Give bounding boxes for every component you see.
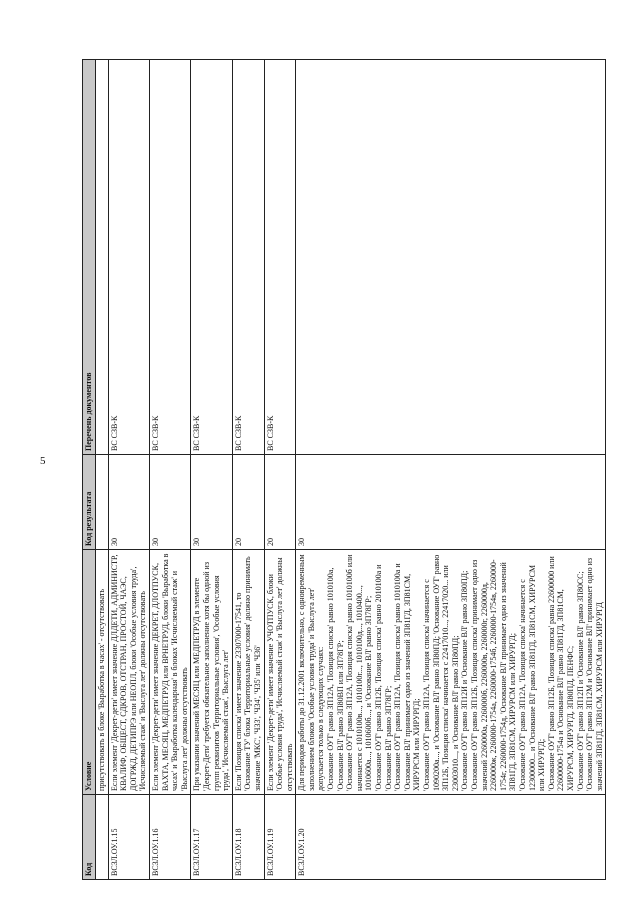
condition-line: 'Основание ОУТ' равно ЗП12А, 'Позиция списка' равно 1010100б или начинается с 1010100в..., 1010100г..., 1010100д..., 1010400..., 1010600а..., 1010600б..., и 'Основание ВЛ' равно ЗП78ГР; <box>345 554 374 791</box>
cell-code: ВСЗЛ.ОУ.1.19 <box>264 795 296 880</box>
table-row <box>296 60 606 880</box>
cell-code: ВСЗЛ.ОУ.1.20 <box>296 795 606 880</box>
cell-docs: ВС СЗВ-К <box>264 60 296 455</box>
cell-condition: Если элемент 'Декрет-дети' имеет значение УЧОТПУСК, блоки 'Особые условия труда', 'Исчисляемый стаж' и 'Выслуга лет' должны отсутствовать <box>264 550 296 795</box>
cell-condition: При указании значений МЕСЯЦ или МЕДПЕТРУД в элементе 'Декрет-Дети' требуется обязательное заполнение хотя бы одной из групп реквизитов 'Территориальные условия', 'Особые условия труда', 'Исчисляемый стаж', 'Выслуга лет' <box>191 550 232 795</box>
cell-condition: присутствовать в блоке 'Выработка в часах' - отсутствовать <box>96 550 109 795</box>
condition-line: Для периодов работы до 31.12.2001 включительно, с одновременным заполнением блоков 'Особые условия труда' и 'Выслуга лет' допускается только в следующих случаях: <box>297 554 326 791</box>
cell-code: ВСЗЛ.ОУ.1.15 <box>108 795 149 880</box>
condition-line: 'Основание ОУТ' равно ЗП12М и 'Основание ВЛ' принимает одно из значений ЗП81ГД, ЗП81СМ, ХИРУРСМ или ХИРУРГД <box>585 557 604 791</box>
cell-code <box>96 795 109 880</box>
condition-line: 'Основание ОУТ' равно ЗП12А, 'Позиция списка' начинается с 1090200а..., и 'Основание ВЛ' равно ЗП80ПД; 'Основание ОУТ' равно ЗП12Б, 'Позиция списка' начинается с 22417010..., 22417020... или 23003010..., и 'Основание ВЛ' равно ЗП80ПД; <box>422 554 460 791</box>
cell-docs: ВС СЗВ-К <box>232 60 264 455</box>
cell-result: 30 <box>108 455 149 550</box>
cell-docs: ВС СЗВ-К <box>191 60 232 455</box>
condition-line: 'Основание ОУТ' равно ЗП12Б, 'Позиция списка' равна 22600000 или 22600000-1754а и 'Основание ВЛ' равно ЗП81ГД, ЗП81СМ, ХИРУРСМ, ХИРУРГД, ЗП80ПД, ПЕНФС; <box>546 556 575 791</box>
cell-docs: ВС СЗВ-К <box>108 60 149 455</box>
cell-condition <box>296 550 606 795</box>
cell-result: 20 <box>264 455 296 550</box>
table-row <box>108 60 149 880</box>
header-documents: Перечень документов <box>83 60 96 455</box>
cell-condition: Если элемент 'Декрет-дети' имеет значение ДЕКРЕТ, ДЛОТПУСК, ВАХТА, МЕСЯЦ, МЕДПЕТРУД или ВРНЕТРУД, блоки 'Выработка в часах' и 'Выработка календарная' в блоках 'Исчисляемый стаж' и 'Выслуга лет' должны отсутствовать <box>149 550 190 795</box>
header-code: Код <box>83 795 96 880</box>
cell-docs <box>296 60 606 455</box>
table-row <box>149 60 190 880</box>
cell-docs <box>96 60 109 455</box>
table-row <box>264 60 296 880</box>
page-number: 5 <box>40 455 46 467</box>
table-row <box>232 60 264 880</box>
rotated-table-page <box>82 60 604 880</box>
cell-result: 30 <box>191 455 232 550</box>
cell-code: ВСЗЛ.ОУ.1.17 <box>191 795 232 880</box>
condition-line: 'Основание ОУТ' равно ЗП12И и 'Основание ВЛ' равно ЗП80ПД; <box>460 570 470 791</box>
condition-line: 'Основание ОУТ' равно ЗП12А, 'Позиция списка' равно 1010100а и 'Основание ВЛ' принимает одно из значений ЗП81ГД, ЗП81СМ, ХИРУРСМ или ХИРУРГД; <box>393 563 422 791</box>
cell-condition: Если 'Позиция списка' имеет значение 23307000-17541, то 'Основание ТУ' блока 'Территориальные условия' должно принимать значение 'МКС', 'ЧЗ3', 'Ч34', 'Ч35' или 'Ч36' <box>232 550 264 795</box>
table-row <box>191 60 232 880</box>
cell-condition: Если элемент 'Декрет-дети' имеет значение ДЛДЕТИ, АДМИНИСТР, КВАЛИФ, ОБЩЕСТ, СДКРОВ, ОТСТРАН, ПРОСТОЙ, ЧАЭС, ДОГРЖД, ДЕТИПРЭ или НЕОПЛ, блоки 'Особые условия труда', 'Исчисляемый стаж' и 'Выслуга лет' должны отсутствовать <box>108 550 149 795</box>
rules-table <box>82 59 606 880</box>
cell-docs: ВС СЗВ-К <box>149 60 190 455</box>
cell-result: 20 <box>232 455 264 550</box>
condition-line: 'Основание ОУТ' равно ЗП12П и 'Основание ВЛ' равно ЗП80СС; <box>575 571 585 791</box>
condition-line: 'Основание ОУТ' равно ЗП12Б, 'Позиция списка' принимает одно из значений 2260000а, 2260000б, 2260000в, 2260000г, 2260000д, 2260000ж, 2260000-1754а, 2260000-1754б, 2260000-1754в, 2260000-1754г, 2260000-1754д, 'Основание ВЛ' принимает одно из значений ЗП81ГД, ЗП81СМ, ХИРУРСМ или ХИРУРГД; <box>469 559 518 791</box>
cell-result: 30 <box>149 455 190 550</box>
cell-code: ВСЗЛ.ОУ.1.16 <box>149 795 190 880</box>
cell-result <box>96 455 109 550</box>
continuation-row <box>96 60 109 880</box>
header-result-code: Код результата <box>83 455 96 550</box>
condition-line: 'Основание ОУТ' равно ЗП12Б, 'Позиция списка' равно 2010100а и 'Основание ВЛ' равно ЗП78ГР; <box>374 564 393 791</box>
table-header-row <box>83 60 96 880</box>
condition-line: 'Основание ОУТ' равно ЗП12А, 'Позиция списка' начинается с 12300000... и 'Основание ВЛ' равно ЗП81ГД, ЗП81СМ, ХИРУРСМ или ХИРУРГД; <box>517 564 547 791</box>
cell-code: ВСЗЛ.ОУ.1.18 <box>232 795 264 880</box>
condition-line: 'Основание ОУТ' равно ЗП12А, 'Позиция списка' равно 1010100а, 'Основание ВЛ' равно ЗП80ВП или ЗП78ГР; <box>326 567 345 791</box>
cell-result: 30 <box>296 455 606 550</box>
header-condition: Условие <box>83 550 96 795</box>
